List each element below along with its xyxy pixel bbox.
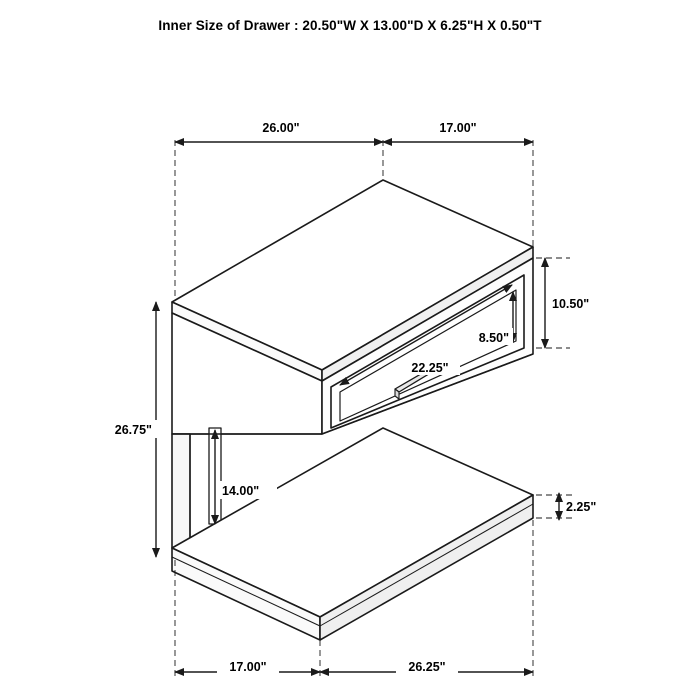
dim-label-bottom-left-depth: 17.00" xyxy=(229,660,267,674)
dim-top-right-depth xyxy=(383,118,533,142)
dim-drawer-front-height xyxy=(545,258,609,348)
page-title: Inner Size of Drawer : 20.50"W X 13.00"D X 6.25"H X 0.50"T xyxy=(158,18,542,33)
left-front-post xyxy=(172,434,190,548)
dim-label-drawer-front-inner: 8.50" xyxy=(478,331,509,345)
dim-top-left-width xyxy=(175,118,383,142)
dim-label-drawer-front-width: 22.25" xyxy=(411,361,449,375)
nightstand-body xyxy=(172,180,533,640)
dim-label-top-right-depth: 17.00" xyxy=(439,121,477,135)
dim-overall-height xyxy=(104,302,162,557)
dim-label-overall-height: 26.75" xyxy=(114,423,152,437)
dim-label-shelf-opening-height: 14.00" xyxy=(222,484,260,498)
dim-label-bottom-right-width: 26.25" xyxy=(408,660,446,674)
dim-bottom-right-width xyxy=(320,657,533,674)
dim-label-drawer-front-height: 10.50" xyxy=(552,297,590,311)
dim-label-top-left-width: 26.00" xyxy=(262,121,300,135)
dim-bottom-left-depth xyxy=(175,657,320,674)
dim-label-base-thickness: 2.25" xyxy=(566,500,597,514)
dim-base-thickness xyxy=(559,493,617,520)
